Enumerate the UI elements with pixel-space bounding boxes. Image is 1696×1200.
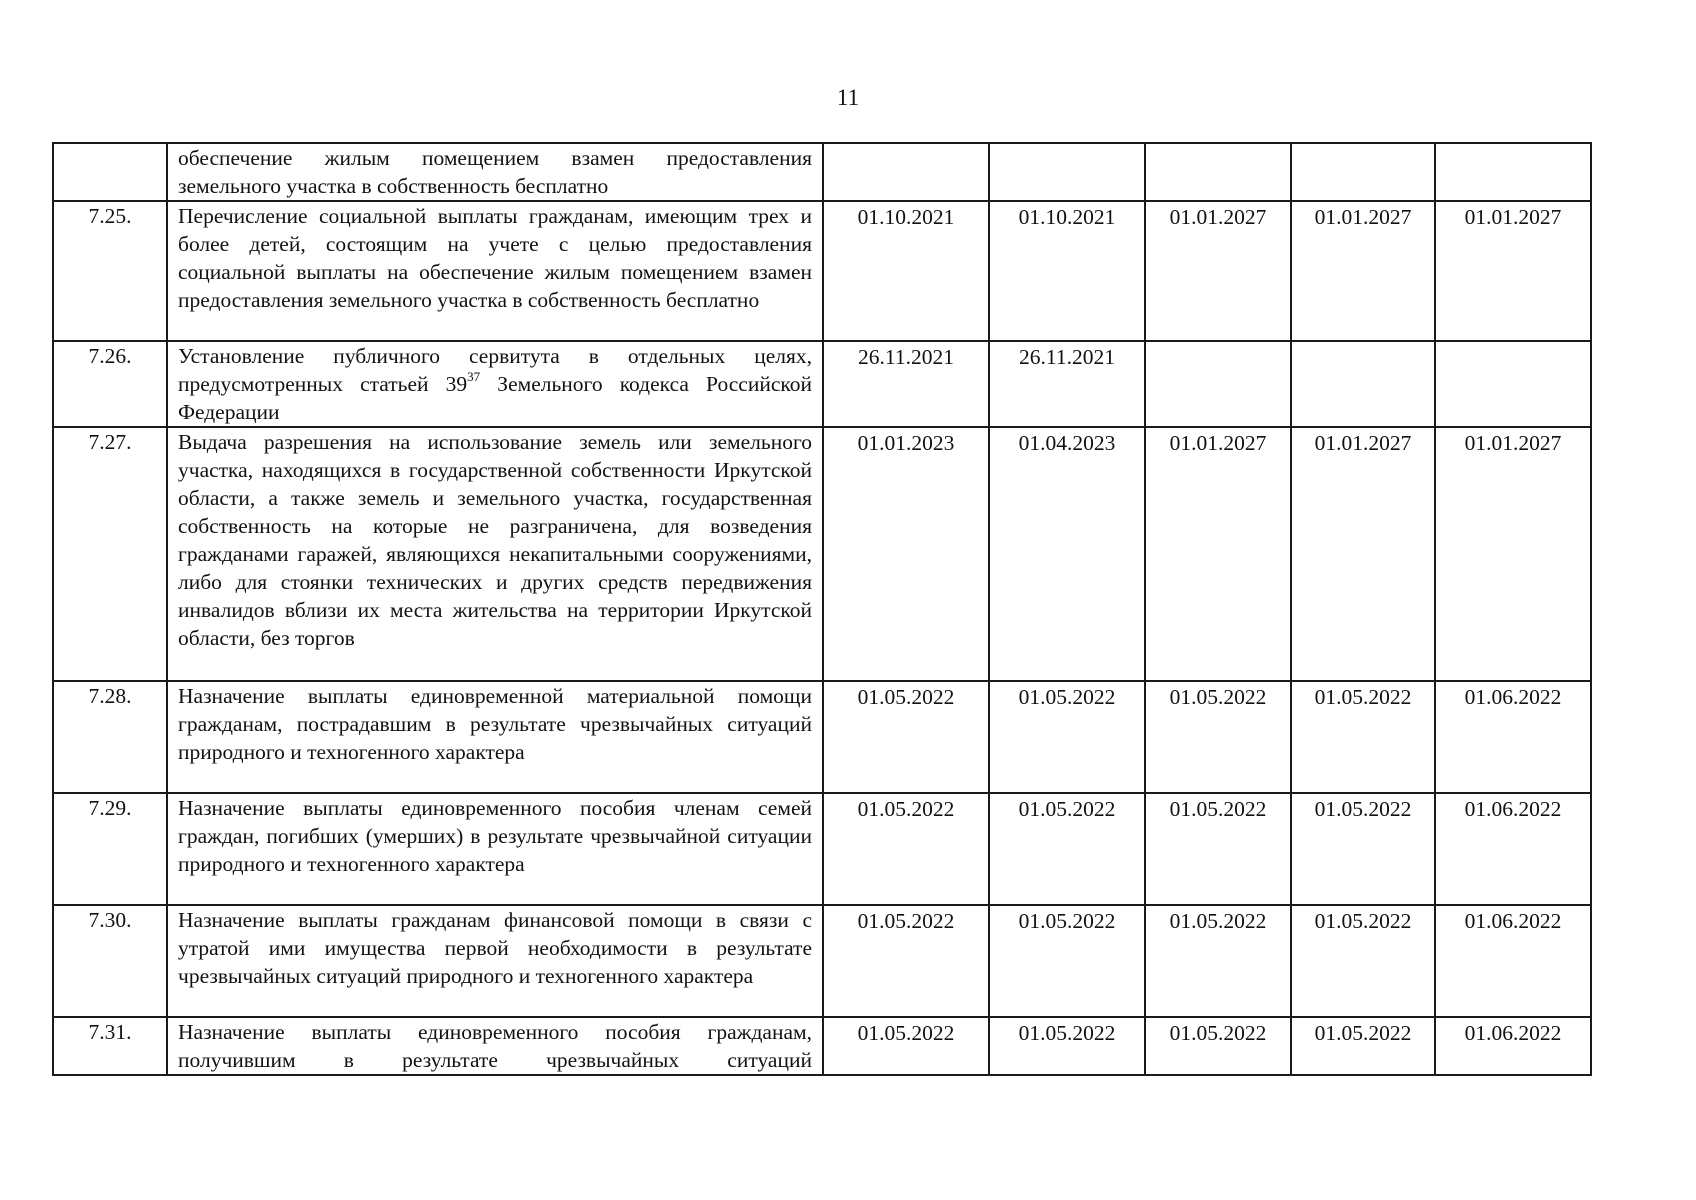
row-date-2: 01.05.2022 xyxy=(989,905,1145,1017)
row-description: Назначение выплаты гражданам финансовой помощи в связи с утратой ими имущества первой необходимости в результате чрезвычайных ситуаций природного и техногенного характера xyxy=(167,905,823,1017)
row-number: 7.29. xyxy=(53,793,167,905)
services-table xyxy=(52,142,1592,1076)
row-date-2 xyxy=(989,143,1145,201)
row-number: 7.30. xyxy=(53,905,167,1017)
row-date-1: 01.01.2023 xyxy=(823,427,989,681)
row-date-3 xyxy=(1145,143,1291,201)
row-date-2: 01.10.2021 xyxy=(989,201,1145,341)
row-date-4: 01.05.2022 xyxy=(1291,905,1435,1017)
row-number: 7.27. xyxy=(53,427,167,681)
table-row xyxy=(53,427,1591,681)
row-date-1 xyxy=(823,143,989,201)
row-date-4: 01.01.2027 xyxy=(1291,201,1435,341)
row-date-3: 01.05.2022 xyxy=(1145,1017,1291,1075)
row-date-2: 01.05.2022 xyxy=(989,681,1145,793)
row-date-5: 01.01.2027 xyxy=(1435,201,1591,341)
row-date-3: 01.05.2022 xyxy=(1145,793,1291,905)
table-row xyxy=(53,143,1591,201)
row-date-1: 01.05.2022 xyxy=(823,1017,989,1075)
page-number: 11 xyxy=(836,85,860,110)
row-date-1: 26.11.2021 xyxy=(823,341,989,427)
row-description: Назначение выплаты единовременной материальной помощи гражданам, пострадавшим в результате чрезвычайных ситуаций природного и техногенного характера xyxy=(167,681,823,793)
row-date-5: 01.01.2027 xyxy=(1435,427,1591,681)
row-number: 7.28. xyxy=(53,681,167,793)
row-description: Назначение выплаты единовременного пособия членам семей граждан, погибших (умерших) в результате чрезвычайной ситуации природного и техногенного характера xyxy=(167,793,823,905)
row-date-4: 01.01.2027 xyxy=(1291,427,1435,681)
row-date-5 xyxy=(1435,143,1591,201)
row-date-2: 26.11.2021 xyxy=(989,341,1145,427)
table-row xyxy=(53,681,1591,793)
row-description: обеспечение жилым помещением взамен предоставления земельного участка в собственность бесплатно xyxy=(167,143,823,201)
row-date-3: 01.05.2022 xyxy=(1145,905,1291,1017)
row-date-1: 01.05.2022 xyxy=(823,793,989,905)
row-description: Выдача разрешения на использование земель или земельного участка, находящихся в государственной собственности Иркутской области, а также земель и земельного участка, государственная собственность на которые не разграничена, для возведения гражданами гаражей, являющихся некапитальными сооружениями, либо для стоянки технических и других средств передвижения инвалидов вблизи их места жительства на территории Иркутской области, без торгов xyxy=(167,427,823,681)
row-number: 7.31. xyxy=(53,1017,167,1075)
row-date-4: 01.05.2022 xyxy=(1291,681,1435,793)
row-date-3: 01.01.2027 xyxy=(1145,427,1291,681)
row-date-2: 01.04.2023 xyxy=(989,427,1145,681)
row-description: Назначение выплаты единовременного пособия гражданам, получившим в результате чрезвычайных ситуаций xyxy=(167,1017,823,1075)
row-date-5: 01.06.2022 xyxy=(1435,793,1591,905)
table-row xyxy=(53,1017,1591,1075)
row-description xyxy=(167,341,823,427)
row-number: 7.26. xyxy=(53,341,167,427)
row-date-4 xyxy=(1291,143,1435,201)
row-description: Перечисление социальной выплаты гражданам, имеющим трех и более детей, состоящим на учете с целью предоставления социальной выплаты на обеспечение жилым помещением взамен предоставления земельного участка в собственность бесплатно xyxy=(167,201,823,341)
article-superscript: 37 xyxy=(467,368,481,384)
table-row xyxy=(53,793,1591,905)
row-date-3: 01.05.2022 xyxy=(1145,681,1291,793)
row-date-2: 01.05.2022 xyxy=(989,793,1145,905)
table-row xyxy=(53,341,1591,427)
row-date-3: 01.01.2027 xyxy=(1145,201,1291,341)
table-row xyxy=(53,201,1591,341)
row-date-2: 01.05.2022 xyxy=(989,1017,1145,1075)
row-date-4 xyxy=(1291,341,1435,427)
row-date-5: 01.06.2022 xyxy=(1435,905,1591,1017)
row-date-4: 01.05.2022 xyxy=(1291,793,1435,905)
row-description-part: Земельного кодекса Российской Федерации xyxy=(178,372,813,424)
row-date-5: 01.06.2022 xyxy=(1435,681,1591,793)
row-number: 7.25. xyxy=(53,201,167,341)
row-description-part: Установление публичного сервитута в отдельных целях, предусмотренных статьей 39 xyxy=(178,344,812,396)
row-date-5 xyxy=(1435,341,1591,427)
table-row xyxy=(53,905,1591,1017)
row-date-3 xyxy=(1145,341,1291,427)
row-number xyxy=(53,143,167,201)
row-date-4: 01.05.2022 xyxy=(1291,1017,1435,1075)
row-date-1: 01.05.2022 xyxy=(823,905,989,1017)
row-date-1: 01.05.2022 xyxy=(823,681,989,793)
row-date-5: 01.06.2022 xyxy=(1435,1017,1591,1075)
row-date-1: 01.10.2021 xyxy=(823,201,989,341)
